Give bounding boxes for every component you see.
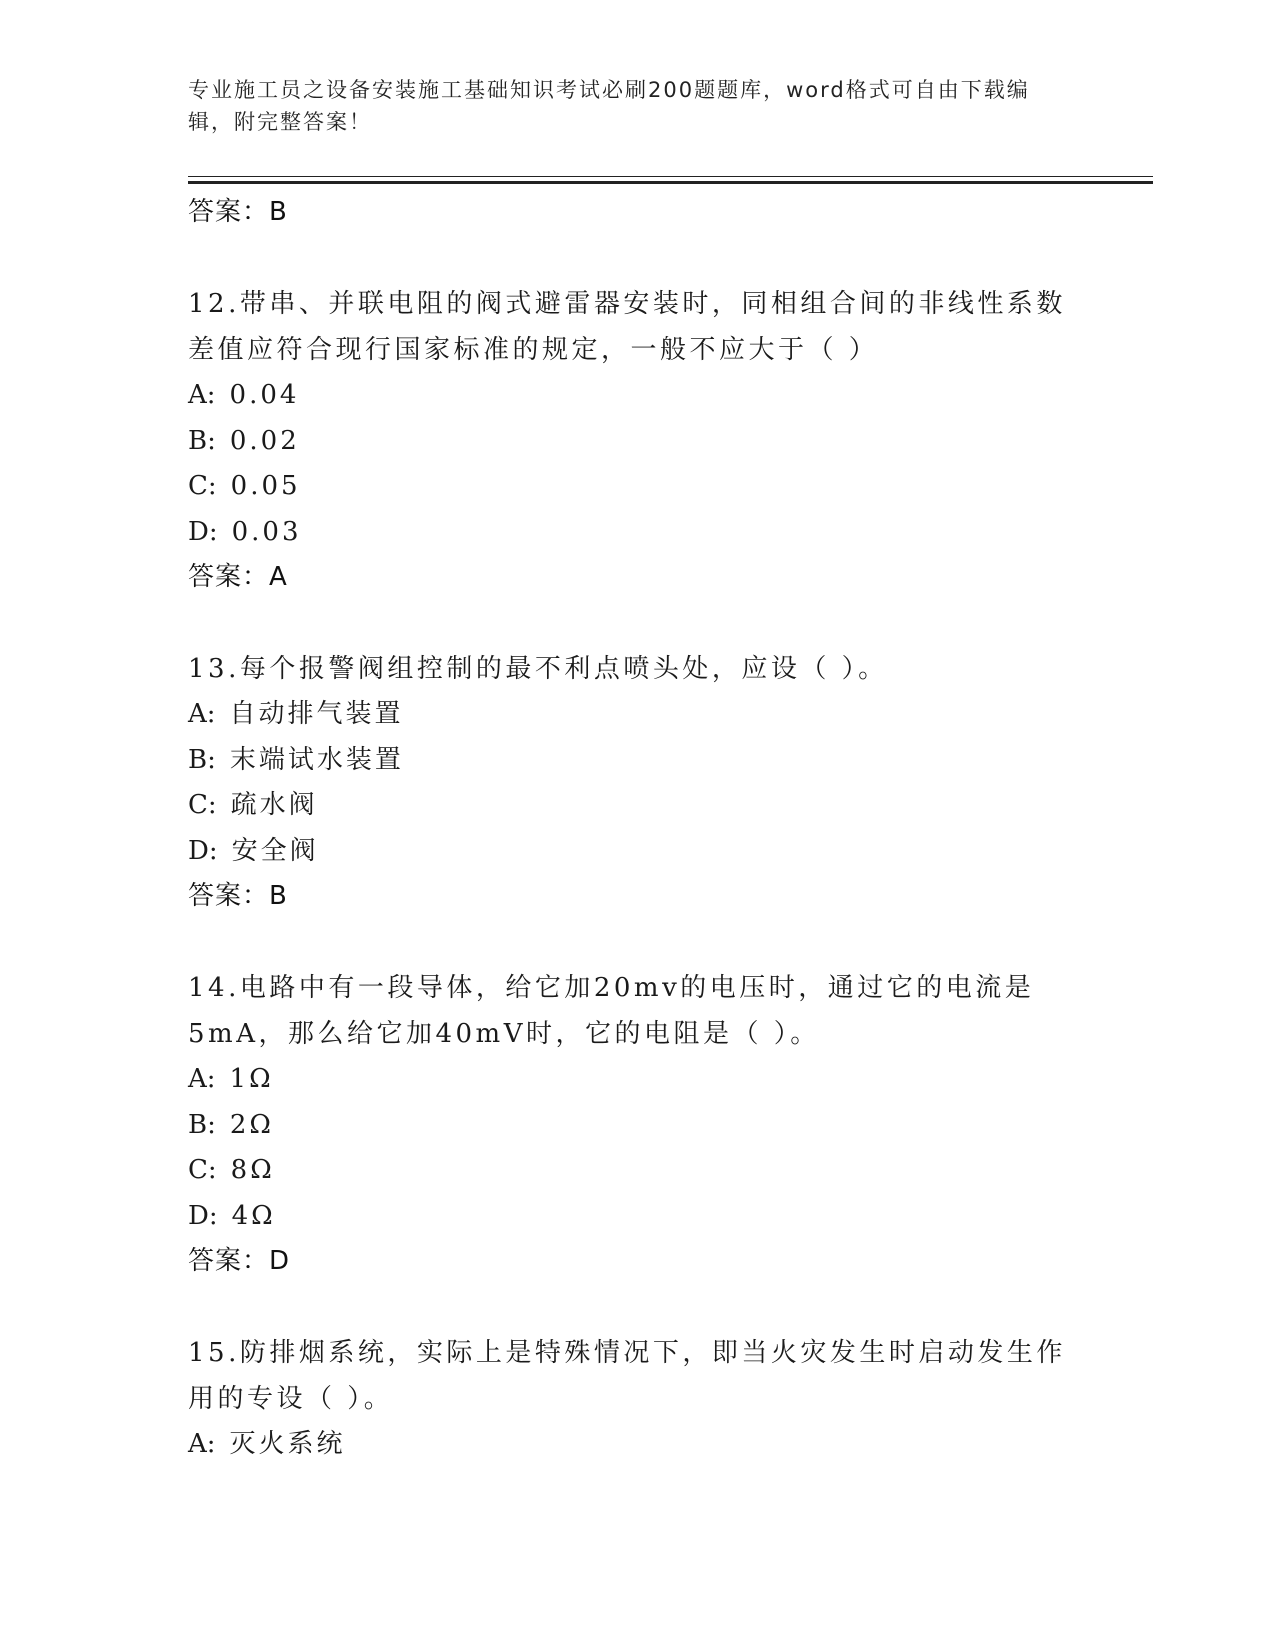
answer-line: 答案：B <box>188 881 288 911</box>
question-item <box>188 281 1088 599</box>
option-value: 0.04 <box>229 380 300 410</box>
answer-line: 答案：B <box>188 197 288 227</box>
option-c <box>188 783 1088 829</box>
option-b <box>188 419 1088 465</box>
option-value: 0.05 <box>230 471 301 501</box>
option-letter: B: <box>188 425 216 456</box>
option-value: 末端试水装置 <box>229 744 404 775</box>
option-letter: B: <box>188 1109 216 1140</box>
option-value: 0.02 <box>229 425 300 456</box>
option-a <box>188 1422 1088 1468</box>
answer-line: 答案：D <box>188 1246 291 1276</box>
option-b <box>188 738 1088 784</box>
option-value: 安全阀 <box>231 835 319 866</box>
option-letter: A: <box>188 1429 216 1459</box>
option-letter: D: <box>188 1200 218 1231</box>
option-letter: C: <box>188 1155 217 1185</box>
option-value: 疏水阀 <box>230 790 318 820</box>
header-divider-thick <box>188 181 1153 184</box>
option-c <box>188 1148 1088 1194</box>
option-letter: B: <box>188 744 216 775</box>
question-list <box>188 190 1088 1468</box>
option-a <box>188 373 1088 419</box>
option-letter: C: <box>188 471 217 501</box>
option-d <box>188 510 1088 556</box>
option-value: 自动排气装置 <box>229 699 404 729</box>
document-header: 专业施工员之设备安装施工基础知识考试必刷200题题库，word格式可自由下载编辑，附完整答案！ <box>188 78 1030 134</box>
option-letter: A: <box>188 1064 216 1094</box>
option-d <box>188 829 1088 875</box>
question-text: 12.带串、并联电阻的阀式避雷器安装时，同相组合间的非线性系数差值应符合现行国家标准的规定，一般不应大于（ ） <box>188 289 1066 365</box>
question-item <box>188 1330 1088 1468</box>
option-a <box>188 1057 1088 1103</box>
option-a <box>188 692 1088 738</box>
option-value: 0.03 <box>231 516 302 547</box>
question-text: 14.电路中有一段导体，给它加20mv的电压时，通过它的电流是5mA，那么给它加40mV时，它的电阻是（ ）。 <box>188 973 1035 1049</box>
option-value: 灭火系统 <box>229 1429 346 1459</box>
option-letter: A: <box>188 380 216 410</box>
option-c <box>188 464 1088 510</box>
question-text: 15.防排烟系统，实际上是特殊情况下，即当火灾发生时启动发生作用的专设（ ）。 <box>188 1338 1066 1414</box>
question-item <box>188 965 1088 1283</box>
option-letter: D: <box>188 835 218 866</box>
option-b <box>188 1103 1088 1149</box>
answer-line: 答案：A <box>188 562 288 592</box>
option-letter: C: <box>188 790 217 820</box>
question-text: 13.每个报警阀组控制的最不利点喷头处，应设（ ）。 <box>188 654 888 684</box>
option-value: 8Ω <box>230 1155 275 1185</box>
option-letter: A: <box>188 699 216 729</box>
question-item <box>188 646 1088 918</box>
option-value: 1Ω <box>229 1064 274 1094</box>
option-value: 2Ω <box>229 1109 274 1140</box>
option-value: 4Ω <box>231 1200 276 1231</box>
option-d <box>188 1194 1088 1240</box>
option-letter: D: <box>188 516 218 547</box>
header-divider-thin <box>188 176 1153 177</box>
